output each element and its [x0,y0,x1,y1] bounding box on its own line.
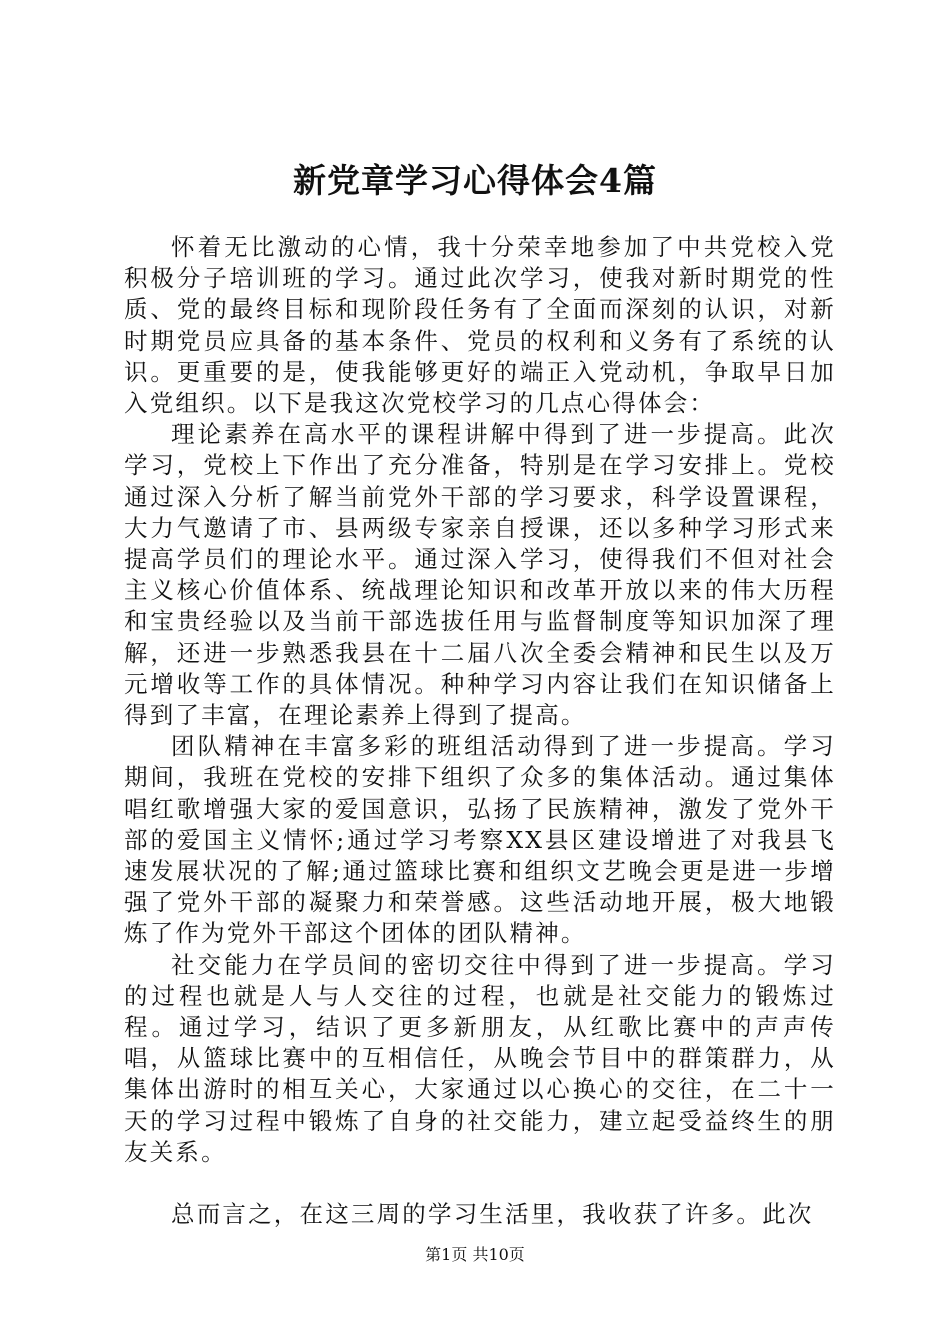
document-title: 新党章学习心得体会4篇 [293,161,657,200]
page-number-footer: 第1页 共10页 [425,1245,525,1264]
paragraph-social: 社交能力在学员间的密切交往中得到了进一步提高。学习的过程也就是人与人交往的过程，也就是社交能力的锻炼过程。通过学习，结识了更多新朋友，从红歌比赛中的声声传唱，从篮球比赛中的互相信任，从晚会节目中的群策群力，从集体出游时的相互关心，大家通过以心换心的交往，在二十一天的学习过程中锻炼了自身的社交能力，建立起受益终生的朋友关系。 [124,950,836,1166]
paragraph-intro: 怀着无比激动的心情，我十分荣幸地参加了中共党校入党积极分子培训班的学习。通过此次学习，使我对新时期党的性质、党的最终目标和现阶段任务有了全面而深刻的认识，对新时期党员应具备的基本条件、党员的权利和义务有了系统的认识。更重要的是，使我能够更好的端正入党动机，争取早日加入党组织。以下是我这次党校学习的几点心得体会： [124,233,836,418]
document-body [124,232,836,1230]
paragraph-theory: 理论素养在高水平的课程讲解中得到了进一步提高。此次学习，党校上下作出了充分准备，特别是在学习安排上。党校通过深入分析了解当前党外干部的学习要求，科学设置课程，大力气邀请了市、县两级专家亲自授课，还以多种学习形式来提高学员们的理论水平。通过深入学习，使得我们不但对社会主义核心价值体系、统战理论知识和改革开放以来的伟大历程和宝贵经验以及当前干部选拔任用与监督制度等知识加深了理解，还进一步熟悉我县在十二届八次全委会精神和民生以及万元增收等工作的具体情况。种种学习内容让我们在知识储备上得到了丰富，在理论素养上得到了提高。 [124,420,836,730]
paragraph-summary: 总而言之，在这三周的学习生活里，我收获了许多。此次 [171,1200,814,1229]
paragraph-teamwork: 团队精神在丰富多彩的班组活动得到了进一步提高。学习期间，我班在党校的安排下组织了众多的集体活动。通过集体唱红歌增强大家的爱国意识，弘扬了民族精神，激发了党外干部的爱国主义情怀;通过学习考察XX县区建设增进了对我县飞速发展状况的了解;通过篮球比赛和组织文艺晚会更是进一步增强了党外干部的凝聚力和荣誉感。这些活动地开展，极大地锻炼了作为党外干部这个团体的团队精神。 [124,732,836,948]
